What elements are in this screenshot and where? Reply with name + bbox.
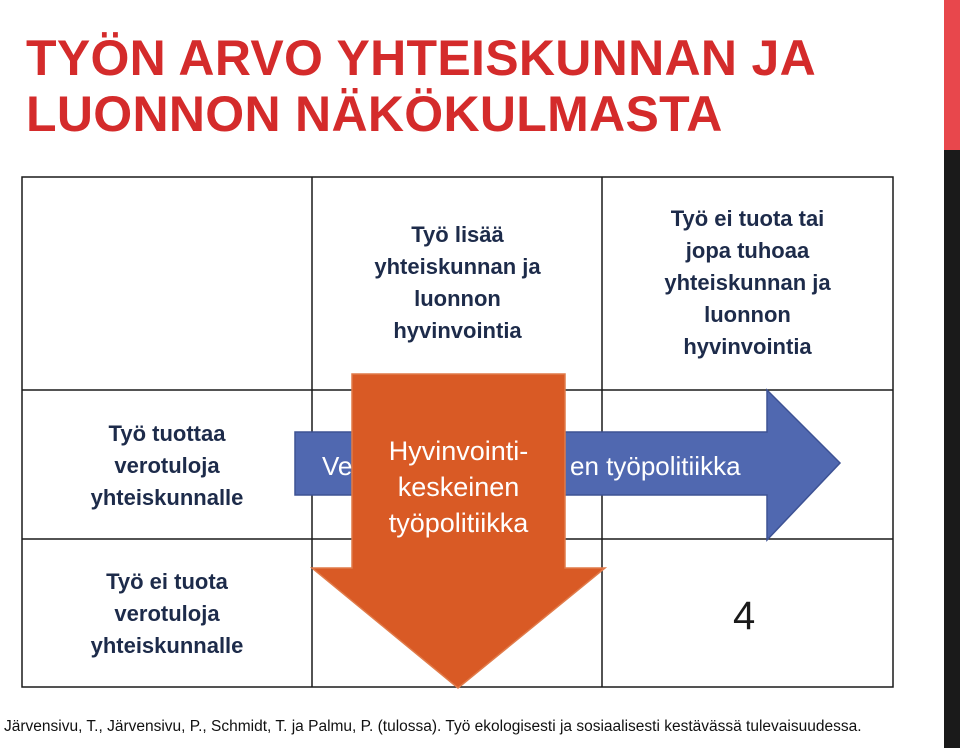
title-line-1: TYÖN ARVO YHTEISKUNNAN JA — [26, 30, 817, 86]
row-header-2 — [32, 566, 302, 662]
row-header-1 — [32, 418, 302, 514]
vertical-arrow-label-line: Hyvinvointi- — [388, 436, 529, 466]
title-line-2: LUONNON NÄKÖKULMASTA — [26, 86, 723, 142]
row-header-1-line: yhteiskunnalle — [90, 485, 244, 510]
citation: Järvensivu, T., Järvensivu, P., Schmidt, T. ja Palmu, P. (tulossa). Työ ekologisesti ja sosiaalisesti kestävässä tulevaisuudessa. — [4, 718, 862, 735]
horizontal-arrow-label-left: Ve — [322, 451, 353, 481]
column-header-1-line: yhteiskunnan ja — [374, 254, 541, 279]
column-header-1-line: hyvinvointia — [393, 318, 522, 343]
column-header-2-line: hyvinvointia — [683, 334, 812, 359]
column-header-1 — [325, 219, 590, 347]
column-header-2-line: Työ ei tuota tai — [670, 206, 825, 231]
quadrant-number: 4 — [733, 594, 756, 638]
vertical-arrow-label — [352, 433, 565, 541]
row-header-2-line: Työ ei tuota — [106, 569, 228, 594]
column-header-2 — [610, 203, 885, 363]
horizontal-arrow-label-right: en työpolitiikka — [570, 451, 741, 481]
column-header-2-line: yhteiskunnan ja — [664, 270, 831, 295]
vertical-arrow-label-line: keskeinen — [397, 472, 520, 502]
vertical-arrow-label-line: työpolitiikka — [388, 508, 529, 538]
column-header-2-line: luonnon — [704, 302, 791, 327]
row-header-1-line: Työ tuottaa — [108, 421, 226, 446]
column-header-1-line: luonnon — [414, 286, 501, 311]
column-header-1-line: Työ lisää — [411, 222, 504, 247]
column-header-2-line: jopa tuhoaa — [685, 238, 810, 263]
row-header-2-line: yhteiskunnalle — [90, 633, 244, 658]
row-header-2-line: verotuloja — [114, 601, 220, 626]
row-header-1-line: verotuloja — [114, 453, 220, 478]
